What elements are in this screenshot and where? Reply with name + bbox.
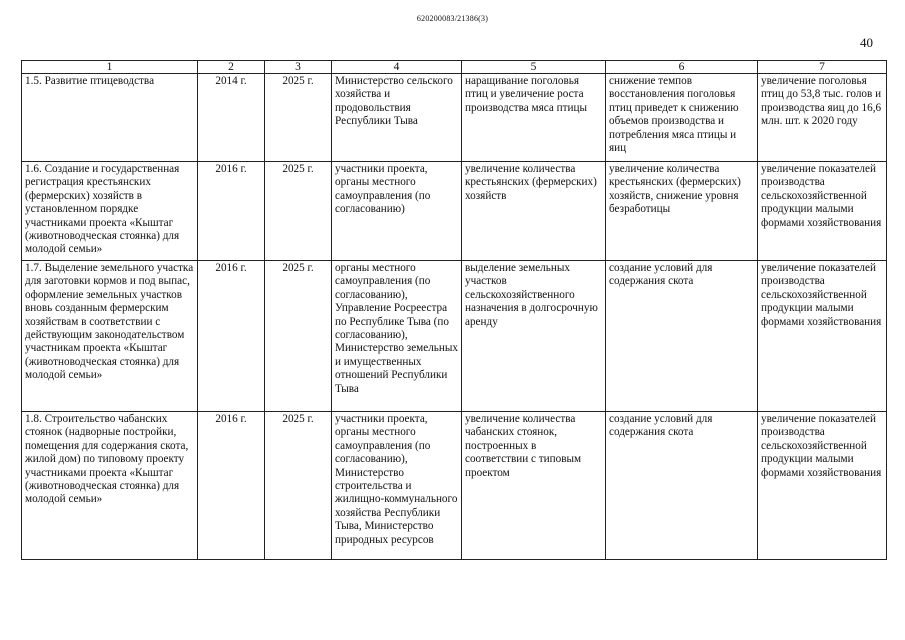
consequence-cell: снижение темпов восстановления поголовья птиц приведет к снижению объемов производства и потребления мяса птицы и яиц — [606, 74, 758, 162]
measures-table — [21, 60, 887, 560]
table-row — [22, 412, 887, 560]
column-header: 7 — [758, 61, 887, 74]
indicator-cell: увеличение поголовья птиц до 53,8 тыс. голов и производства яиц до 16,6 млн. шт. к 2020 году — [758, 74, 887, 162]
indicator-cell: увеличение показателей производства сельскохозяйственной продукции малыми формами хозяйствования — [758, 162, 887, 261]
executor-cell: участники проекта, органы местного самоуправления (по согласованию), Министерство строительства и жилищно-коммунального хозяйства Республики Тыва, Министерство природных ресурсов — [332, 412, 462, 560]
start-year-cell: 2016 г. — [198, 162, 265, 261]
end-year-cell: 2025 г. — [265, 412, 332, 560]
result-cell: увеличение количества чабанских стоянок, построенных в соответствии с типовым проектом — [462, 412, 606, 560]
column-header: 3 — [265, 61, 332, 74]
measure-cell: 1.5. Развитие птицеводства — [22, 74, 198, 162]
column-header: 4 — [332, 61, 462, 74]
measure-cell: 1.7. Выделение земельного участка для заготовки кормов и под выпас, оформление земельных участков вновь созданным фермерским хозяйствам в соответствии с действующим законодательством участникам проекта «Кыштаг (животноводческая стоянка) для молодой семьи» — [22, 261, 198, 412]
result-cell: выделение земельных участков сельскохозяйственного назначения в долгосрочную аренду — [462, 261, 606, 412]
executor-cell: участники проекта, органы местного самоуправления (по согласованию) — [332, 162, 462, 261]
table-row — [22, 162, 887, 261]
measure-cell: 1.6. Создание и государственная регистрация крестьянских (фермерских) хозяйств в установленном порядке участниками проекта «Кыштаг (животноводческая стоянка) для молодой семьи» — [22, 162, 198, 261]
table-header-row — [22, 61, 887, 74]
result-cell: увеличение количества крестьянских (фермерских) хозяйств — [462, 162, 606, 261]
consequence-cell: создание условий для содержания скота — [606, 412, 758, 560]
result-cell: наращивание поголовья птиц и увеличение роста производства мяса птицы — [462, 74, 606, 162]
end-year-cell: 2025 г. — [265, 162, 332, 261]
column-header: 2 — [198, 61, 265, 74]
table-row — [22, 74, 887, 162]
start-year-cell: 2016 г. — [198, 412, 265, 560]
end-year-cell: 2025 г. — [265, 261, 332, 412]
end-year-cell: 2025 г. — [265, 74, 332, 162]
start-year-cell: 2014 г. — [198, 74, 265, 162]
consequence-cell: увеличение количества крестьянских (фермерских) хозяйств, снижение уровня безработицы — [606, 162, 758, 261]
table-row — [22, 261, 887, 412]
column-header: 5 — [462, 61, 606, 74]
measure-cell: 1.8. Строительство чабанских стоянок (надворные постройки, помещения для содержания скота, жилой дом) по типовому проекту участниками проекта «Кыштаг (животноводческая стоянка) для молодой семьи» — [22, 412, 198, 560]
start-year-cell: 2016 г. — [198, 261, 265, 412]
consequence-cell: создание условий для содержания скота — [606, 261, 758, 412]
page-number: 40 — [860, 35, 873, 50]
executor-cell: органы местного самоуправления (по согласованию), Управление Росреестра по Республике Тыва (по согласованию), Министерство земельных и имущественных отношений Республики Тыва — [332, 261, 462, 412]
document-id: 620200083/21386(3) — [416, 14, 489, 23]
column-header: 1 — [22, 61, 198, 74]
indicator-cell: увеличение показателей производства сельскохозяйственной продукции малыми формами хозяйствования — [758, 412, 887, 560]
indicator-cell: увеличение показателей производства сельскохозяйственной продукции малыми формами хозяйствования — [758, 261, 887, 412]
column-header: 6 — [606, 61, 758, 74]
executor-cell: Министерство сельского хозяйства и продовольствия Республики Тыва — [332, 74, 462, 162]
